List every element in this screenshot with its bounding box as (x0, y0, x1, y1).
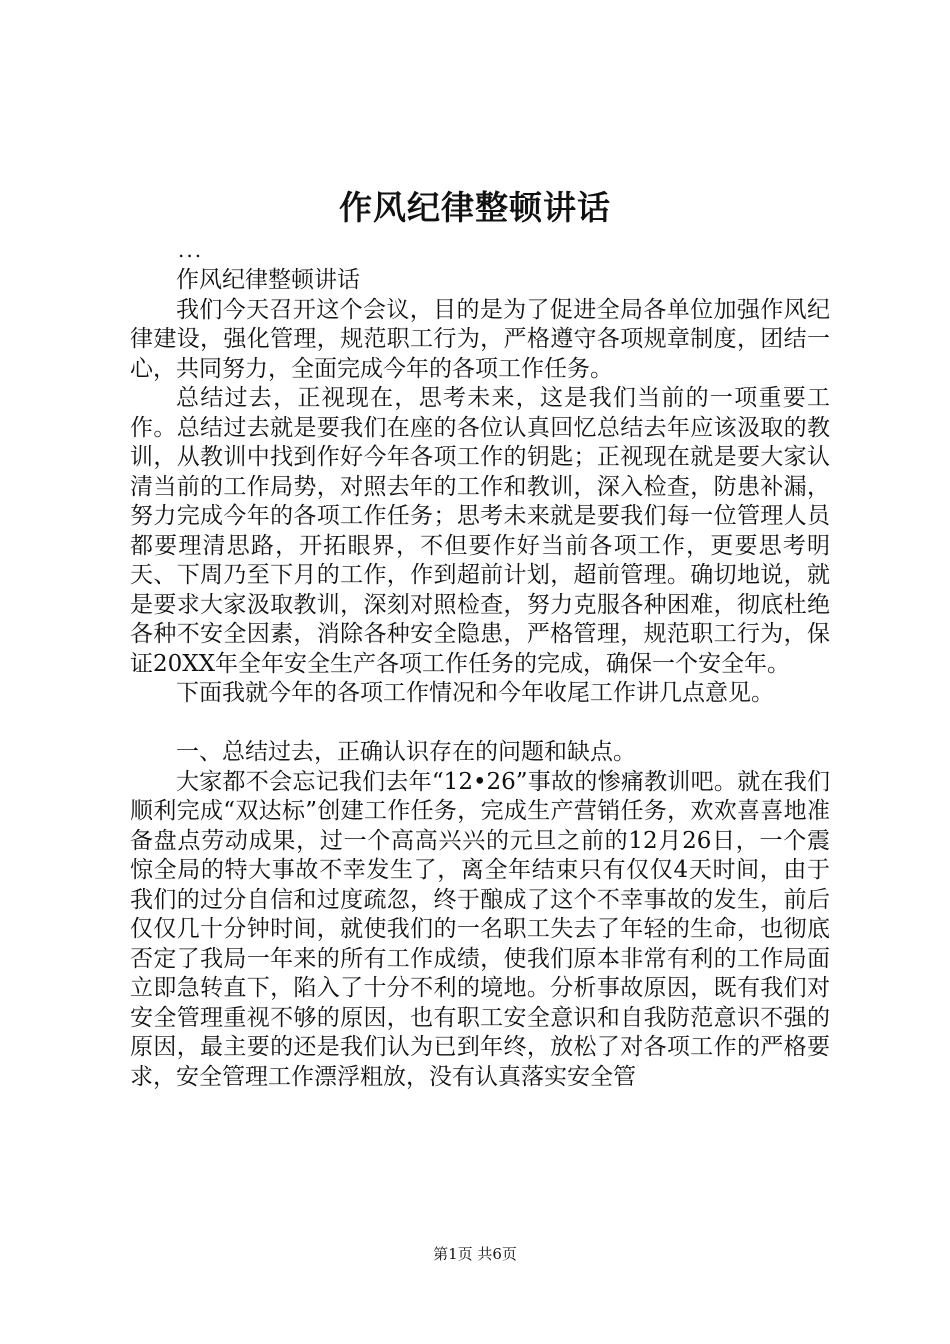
body-paragraph: 我们今天召开这个会议，目的是为了促进全局各单位加强作风纪律建设，强化管理，规范职工行为，严格遵守各项规章制度，团结一心，共同努力，全面完成今年的各项工作任务。 (130, 296, 830, 382)
page-footer: 第1页 共6页 (433, 1245, 517, 1263)
subtitle-paragraph: 作风纪律整顿讲话 (176, 267, 360, 293)
section-heading: 一、总结过去，正确认识存在的问题和缺点。 (176, 739, 636, 765)
ellipsis-marker: ... (178, 238, 204, 262)
body-paragraph: 大家都不会忘记我们去年“12•26”事故的惨痛教训吧。就在我们顺利完成“双达标”创建工作任务，完成生产营销任务，欢欢喜喜地准备盘点劳动成果，过一个高高兴兴的元旦之前的12月26日，一个震惊全局的特大事故不幸发生了，离全年结束只有仅仅4天时间，由于我们的过分自信和过度疏忽，终于酿成了这个不幸事故的发生，前后仅仅几十分钟时间，就使我们的一名职工失去了年轻的生命，也彻底否定了我局一年来的所有工作成绩，使我们原本非常有利的工作局面立即急转直下，陷入了十分不利的境地。分析事故原因，既有我们对安全管理重视不够的原因，也有职工安全意识和自我防范意识不强的原因，最主要的还是我们认为已到年终，放松了对各项工作的严格要求，安全管理工作漂浮粗放，没有认真落实安全管 (130, 768, 830, 1090)
body-paragraph: 下面我就今年的各项工作情况和今年收尾工作讲几点意见。 (176, 680, 774, 706)
body-paragraph: 总结过去，正视现在，思考未来，这是我们当前的一项重要工作。总结过去就是要我们在座的各位认真回忆总结去年应该汲取的教训，从教训中找到作好今年各项工作的钥匙；正视现在就是要大家认清当前的工作局势，对照去年的工作和教训，深入检查，防患补漏，努力完成今年的各项工作任务；思考未来就是要我们每一位管理人员都要理清思路，开拓眼界，不但要作好当前各项工作，更要思考明天、下周乃至下月的工作，作到超前计划，超前管理。确切地说，就是要求大家汲取教训，深刻对照检查，努力克服各种困难，彻底杜绝各种不安全因素，消除各种安全隐患，严格管理，规范职工行为，保证20XX年全年安全生产各项工作任务的完成，确保一个安全年。 (130, 385, 830, 677)
document-title: 作风纪律整顿讲话 (339, 188, 611, 227)
document-body (130, 266, 830, 1092)
